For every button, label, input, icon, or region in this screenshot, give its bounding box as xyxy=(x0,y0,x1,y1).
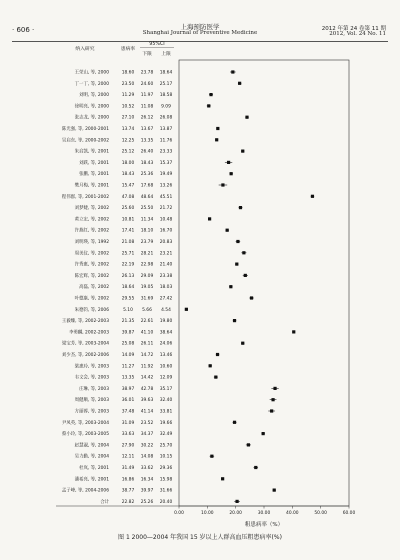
prevalence-value: 16.86 xyxy=(121,477,135,483)
study-label: 周美仪, 等, 2002 xyxy=(74,251,109,257)
study-label: 张志龙, 等, 2000 xyxy=(74,115,109,121)
volume-info-en: 2012, Vol. 24 No. 11 xyxy=(329,31,386,37)
x-tick-label: 20.00 xyxy=(229,511,242,516)
forest-row xyxy=(75,227,229,234)
study-label: 杜岚, 等, 2001 xyxy=(79,466,109,471)
x-axis-label: 粗患病率（%） xyxy=(244,522,284,528)
prevalence-value: 27.90 xyxy=(121,443,135,449)
header-ci: 95%CI xyxy=(149,42,165,47)
study-rows xyxy=(62,69,314,505)
ci-lower-value: 13.35 xyxy=(140,138,154,144)
ci-lower-value: 34.37 xyxy=(140,432,154,438)
ci-lower-value: 23.78 xyxy=(140,70,154,76)
journal-title-en: Shanghai Journal of Preventive Medicine xyxy=(142,30,258,36)
study-label: 孟子峰, 等, 2004-2006 xyxy=(61,488,109,494)
forest-row xyxy=(75,441,251,448)
point-estimate-marker xyxy=(239,206,242,209)
x-tick-label: 0.00 xyxy=(174,511,184,516)
prevalence-value: 47.08 xyxy=(121,194,135,200)
prevalence-value: 10.52 xyxy=(121,104,135,110)
ci-upper-value: 20.83 xyxy=(159,240,173,245)
forest-row xyxy=(75,80,242,87)
point-estimate-marker xyxy=(209,93,212,96)
ci-upper-value: 24.06 xyxy=(159,341,173,347)
prevalence-value: 31.09 xyxy=(121,420,135,426)
forest-row xyxy=(75,408,275,415)
prevalence-value: 25.60 xyxy=(121,206,135,212)
point-estimate-marker xyxy=(245,116,248,119)
ci-lower-value: 11.92 xyxy=(140,364,154,370)
prevalence-value: 31.49 xyxy=(121,466,135,471)
study-label: 韦文会, 等, 2003 xyxy=(74,375,109,381)
point-estimate-marker xyxy=(262,432,265,435)
x-tick-label: 60.00 xyxy=(342,511,356,516)
point-estimate-marker xyxy=(233,319,236,322)
ci-upper-value: 12.09 xyxy=(159,375,173,381)
forest-row xyxy=(75,238,241,245)
forest-row xyxy=(75,295,254,302)
point-estimate-marker xyxy=(241,150,244,153)
ci-lower-value: 48.64 xyxy=(140,194,154,200)
forest-row xyxy=(75,215,212,222)
ci-upper-value: 32.49 xyxy=(159,432,173,438)
ci-upper-value: 23.33 xyxy=(159,149,173,155)
forest-row xyxy=(79,283,232,290)
ci-upper-value: 13.26 xyxy=(159,183,173,189)
prevalence-value: 14.09 xyxy=(121,353,135,358)
prevalence-value: 13.35 xyxy=(121,375,135,381)
point-estimate-marker xyxy=(210,455,213,458)
ci-lower-value: 42.78 xyxy=(140,386,154,392)
point-estimate-marker xyxy=(230,172,233,175)
plot-frame xyxy=(179,60,349,506)
ci-upper-value: 13.46 xyxy=(159,353,173,358)
point-estimate-marker xyxy=(231,70,234,73)
prevalence-value: 17.41 xyxy=(121,228,135,234)
forest-row xyxy=(79,464,258,471)
prevalence-value: 21.35 xyxy=(121,319,135,325)
study-label: 李勇麟, 2002-2003 xyxy=(69,330,109,336)
forest-row xyxy=(62,351,219,358)
ci-lower-value: 25.50 xyxy=(140,206,154,212)
forest-row xyxy=(75,453,214,460)
study-label: 尹凤英, 等, 2003-2004 xyxy=(61,420,109,426)
volume-info-cn: 2012 年第 24 卷第 11 期 xyxy=(321,26,386,32)
point-estimate-marker xyxy=(221,477,224,480)
forest-row xyxy=(75,69,236,76)
prevalence-value: 18.43 xyxy=(121,172,135,178)
ci-upper-value: 29.36 xyxy=(159,466,173,471)
prevalence-value: 12.25 xyxy=(121,138,135,144)
ci-upper-value: 21.72 xyxy=(159,206,173,212)
ci-upper-value: 18.58 xyxy=(159,93,173,99)
study-label: 王毅臻, 等, 2002-2003 xyxy=(61,319,109,325)
study-label: 梁宝芳, 等, 2003-2004 xyxy=(61,341,109,347)
study-label: 许燕红, 等, 2002 xyxy=(74,228,109,234)
point-estimate-marker xyxy=(271,398,274,401)
header-lower: 下限 xyxy=(142,52,152,57)
ci-upper-value: 15.98 xyxy=(159,477,173,483)
study-label: 朱德钧, 等, 2006 xyxy=(74,307,109,313)
forest-row xyxy=(75,102,211,109)
ci-upper-value: 16.70 xyxy=(159,228,173,234)
ci-upper-value: 38.64 xyxy=(159,330,173,336)
ci-upper-value: 25.17 xyxy=(159,81,173,87)
study-label: 潘希亮, 等, 2001 xyxy=(74,477,109,483)
ci-lower-value: 14.72 xyxy=(140,353,154,358)
ci-upper-value: 10.15 xyxy=(159,454,173,460)
prevalence-value: 11.27 xyxy=(121,364,135,370)
point-estimate-marker xyxy=(216,127,219,130)
ci-lower-value: 25.26 xyxy=(140,499,154,505)
forest-row xyxy=(75,182,227,189)
study-label: 吴力勤, 等, 2004 xyxy=(74,454,109,460)
prevalence-value: 39.87 xyxy=(121,330,135,336)
forest-row xyxy=(69,328,295,335)
forest-row xyxy=(75,396,277,403)
prevalence-value: 5.10 xyxy=(123,307,133,313)
ci-upper-value: 20.40 xyxy=(159,499,173,505)
prevalence-value: 22.82 xyxy=(121,499,135,505)
forest-row xyxy=(62,487,276,494)
study-label: 刘少杰, 等, 2002-2006 xyxy=(61,353,109,358)
study-label: 张鹏, 等, 2001 xyxy=(79,172,109,178)
point-estimate-marker xyxy=(273,387,276,390)
ci-upper-value: 19.66 xyxy=(159,420,173,426)
prevalence-value: 13.74 xyxy=(121,127,135,132)
ci-upper-value: 31.66 xyxy=(159,488,173,494)
point-estimate-marker xyxy=(227,161,230,164)
study-label: 合计 xyxy=(100,499,109,505)
study-label: 方丽蓉, 等, 2003 xyxy=(74,409,109,415)
prevalence-value: 21.08 xyxy=(121,240,135,245)
ci-lower-value: 26.12 xyxy=(140,115,154,121)
study-label: 赵慧淑, 等, 2004 xyxy=(74,443,109,449)
ci-lower-value: 39.97 xyxy=(140,488,154,494)
point-estimate-marker xyxy=(208,217,211,220)
ci-upper-value: 23.38 xyxy=(159,273,173,279)
prevalence-value: 23.50 xyxy=(121,81,135,87)
ci-lower-value: 26.40 xyxy=(140,149,154,155)
prevalence-value: 18.64 xyxy=(121,285,135,291)
point-estimate-marker xyxy=(273,489,276,492)
ci-upper-value: 21.40 xyxy=(159,262,173,268)
ci-lower-value: 28.21 xyxy=(140,251,154,257)
forest-row xyxy=(75,362,212,369)
forest-row xyxy=(62,430,265,437)
ci-upper-value: 15.37 xyxy=(159,160,173,166)
ci-upper-value: 45.51 xyxy=(159,194,173,200)
prevalence-value: 10.81 xyxy=(121,217,135,223)
study-label: 叶德康, 等, 2002 xyxy=(74,296,109,302)
x-tick-label: 40.00 xyxy=(286,511,299,516)
study-label: 陈光强, 等, 2000-2001 xyxy=(61,127,109,132)
study-label: 吴启东, 等, 2000-2002 xyxy=(61,138,109,144)
x-axis xyxy=(174,506,355,516)
point-estimate-marker xyxy=(214,376,217,379)
prevalence-value: 37.48 xyxy=(121,409,135,415)
point-estimate-marker xyxy=(221,183,224,186)
study-label: 许秀惠, 等, 2002 xyxy=(74,262,109,268)
point-estimate-marker xyxy=(235,263,238,266)
forest-row xyxy=(75,374,218,381)
ci-lower-value: 17.68 xyxy=(140,183,154,189)
prevalence-value: 38.77 xyxy=(121,488,135,494)
point-estimate-marker xyxy=(229,285,232,288)
ci-upper-value: 32.40 xyxy=(159,398,173,404)
ci-lower-value: 11.08 xyxy=(140,104,154,110)
ci-upper-value: 10.60 xyxy=(159,364,173,370)
study-label: 樊月梅, 等, 2001 xyxy=(74,183,109,189)
ci-lower-value: 22.61 xyxy=(140,319,154,325)
ci-lower-value: 29.09 xyxy=(140,273,154,279)
page-number: · 606 · xyxy=(12,26,35,34)
ci-lower-value: 13.67 xyxy=(140,127,154,132)
forest-row xyxy=(75,249,247,256)
ci-lower-value: 24.60 xyxy=(140,81,154,87)
point-estimate-marker xyxy=(233,421,236,424)
prevalence-value: 29.55 xyxy=(121,296,135,302)
forest-row xyxy=(75,204,243,211)
study-label: 周健顺, 等, 2003 xyxy=(74,398,109,404)
point-estimate-marker xyxy=(242,251,245,254)
prevalence-value: 27.10 xyxy=(121,115,135,121)
ci-lower-value: 14.42 xyxy=(140,375,154,381)
study-label: 黄立宏, 等, 2002 xyxy=(74,217,109,223)
ci-lower-value: 23.79 xyxy=(140,240,154,245)
ci-lower-value: 11.97 xyxy=(140,93,154,99)
ci-upper-value: 13.87 xyxy=(159,127,173,132)
study-label: 徐明亮, 等, 2000 xyxy=(74,104,109,110)
point-estimate-marker xyxy=(207,104,210,107)
point-estimate-marker xyxy=(216,353,219,356)
point-estimate-marker xyxy=(254,466,257,469)
ci-upper-value: 10.48 xyxy=(159,217,173,223)
ci-lower-value: 33.62 xyxy=(140,466,154,471)
ci-upper-value: 11.76 xyxy=(159,138,173,144)
prevalence-value: 12.11 xyxy=(121,454,135,460)
point-estimate-marker xyxy=(185,308,188,311)
point-estimate-marker xyxy=(311,195,314,198)
forest-row xyxy=(79,159,232,166)
prevalence-value: 38.97 xyxy=(121,386,135,392)
ci-lower-value: 16.34 xyxy=(140,477,154,483)
point-estimate-marker xyxy=(235,500,238,503)
study-label: 朱启凯, 等, 2001 xyxy=(74,149,109,155)
point-estimate-marker xyxy=(215,138,218,141)
column-headers xyxy=(75,41,174,57)
prevalence-value: 25.08 xyxy=(121,341,135,347)
ci-upper-value: 26.08 xyxy=(159,115,173,121)
forest-row xyxy=(79,91,213,98)
ci-lower-value: 41.14 xyxy=(140,409,154,415)
point-estimate-marker xyxy=(250,296,253,299)
ci-upper-value: 19.80 xyxy=(159,319,173,325)
study-label: 王荣山, 等, 2000 xyxy=(74,70,109,76)
journal-title-cn: 上海预防医学 xyxy=(180,23,220,31)
forest-row xyxy=(75,261,239,268)
forest-row xyxy=(100,498,240,505)
ci-upper-value: 23.21 xyxy=(159,251,173,257)
point-estimate-marker xyxy=(292,330,295,333)
forest-row xyxy=(62,317,236,324)
forest-row xyxy=(75,306,188,313)
ci-lower-value: 18.43 xyxy=(140,160,154,166)
prevalence-value: 22.19 xyxy=(121,262,135,268)
ci-lower-value: 22.98 xyxy=(140,262,154,268)
prevalence-value: 15.47 xyxy=(121,183,135,189)
header-upper: 上限 xyxy=(161,52,171,57)
prevalence-value: 36.01 xyxy=(121,398,135,404)
point-estimate-marker xyxy=(238,82,241,85)
study-label: 刘明瑛, 等, 1992 xyxy=(74,240,109,245)
prevalence-value: 25.71 xyxy=(121,251,135,257)
point-estimate-marker xyxy=(236,240,239,243)
figure-caption: 图 1 2000—2004 年我国 15 岁以上人群高血压粗患病率(%) xyxy=(118,534,282,541)
prevalence-value: 18.00 xyxy=(121,160,135,166)
point-estimate-marker xyxy=(209,364,212,367)
prevalence-value: 33.63 xyxy=(121,432,135,438)
ci-upper-value: 18.64 xyxy=(159,70,173,76)
x-tick-label: 50.00 xyxy=(314,511,327,516)
ci-upper-value: 33.81 xyxy=(159,409,173,415)
study-label: 刘梦婕, 等, 2002 xyxy=(74,206,109,212)
forest-row xyxy=(62,419,237,426)
ci-lower-value: 19.05 xyxy=(140,285,154,291)
ci-upper-value: 4.54 xyxy=(161,307,171,313)
ci-lower-value: 5.66 xyxy=(142,307,152,313)
study-label: 陈宏辉, 等, 2002 xyxy=(74,273,109,279)
header-prevalence: 患病率 xyxy=(120,47,136,52)
ci-lower-value: 18.10 xyxy=(140,228,154,234)
study-label: 高磊, 等, 2002 xyxy=(79,285,109,291)
x-tick-label: 10.00 xyxy=(201,511,214,516)
forest-row xyxy=(62,125,219,132)
ci-upper-value: 18.03 xyxy=(159,285,173,291)
study-label: 庄琳, 等, 2003 xyxy=(79,386,109,392)
study-label: 刘明, 等, 2000 xyxy=(79,93,109,99)
ci-lower-value: 31.69 xyxy=(140,296,154,302)
ci-upper-value: 19.49 xyxy=(159,172,173,178)
study-label: 程伟群, 等, 2001-2002 xyxy=(61,194,109,200)
forest-row xyxy=(75,475,225,482)
forest-row xyxy=(79,170,233,177)
study-label: 刘跃, 等, 2001 xyxy=(79,160,109,166)
prevalence-value: 26.13 xyxy=(121,273,135,279)
study-label: 蔡小玲, 等, 2003-2005 xyxy=(61,432,109,438)
point-estimate-marker xyxy=(244,274,247,277)
ci-lower-value: 25.36 xyxy=(140,172,154,178)
forest-row xyxy=(75,114,249,121)
ci-lower-value: 23.52 xyxy=(140,420,154,426)
ci-lower-value: 41.10 xyxy=(140,330,154,336)
ci-upper-value: 9.09 xyxy=(161,104,171,110)
ci-lower-value: 30.22 xyxy=(140,443,154,449)
forest-row xyxy=(62,193,314,200)
ci-lower-value: 26.11 xyxy=(140,341,154,347)
prevalence-value: 18.60 xyxy=(121,70,135,76)
prevalence-value: 11.29 xyxy=(121,93,135,99)
ci-lower-value: 39.63 xyxy=(140,398,154,404)
ci-lower-value: 11.34 xyxy=(140,217,154,223)
ci-upper-value: 27.42 xyxy=(159,296,173,302)
point-estimate-marker xyxy=(241,342,244,345)
x-tick-label: 30.00 xyxy=(257,511,271,516)
ci-upper-value: 25.70 xyxy=(159,443,173,449)
study-label: 梁惠玲, 等, 2003 xyxy=(74,364,109,370)
prevalence-value: 25.12 xyxy=(121,149,135,155)
point-estimate-marker xyxy=(247,443,250,446)
header-study: 纳入研究 xyxy=(75,47,95,52)
forest-row xyxy=(62,340,245,347)
ci-lower-value: 14.08 xyxy=(140,454,154,460)
ci-upper-value: 35.17 xyxy=(159,386,173,392)
point-estimate-marker xyxy=(226,229,229,232)
forest-row xyxy=(75,272,248,279)
point-estimate-marker xyxy=(270,409,273,412)
forest-row xyxy=(62,136,218,143)
forest-row xyxy=(75,148,245,155)
study-label: 丁一丁, 等, 2000 xyxy=(74,81,109,87)
